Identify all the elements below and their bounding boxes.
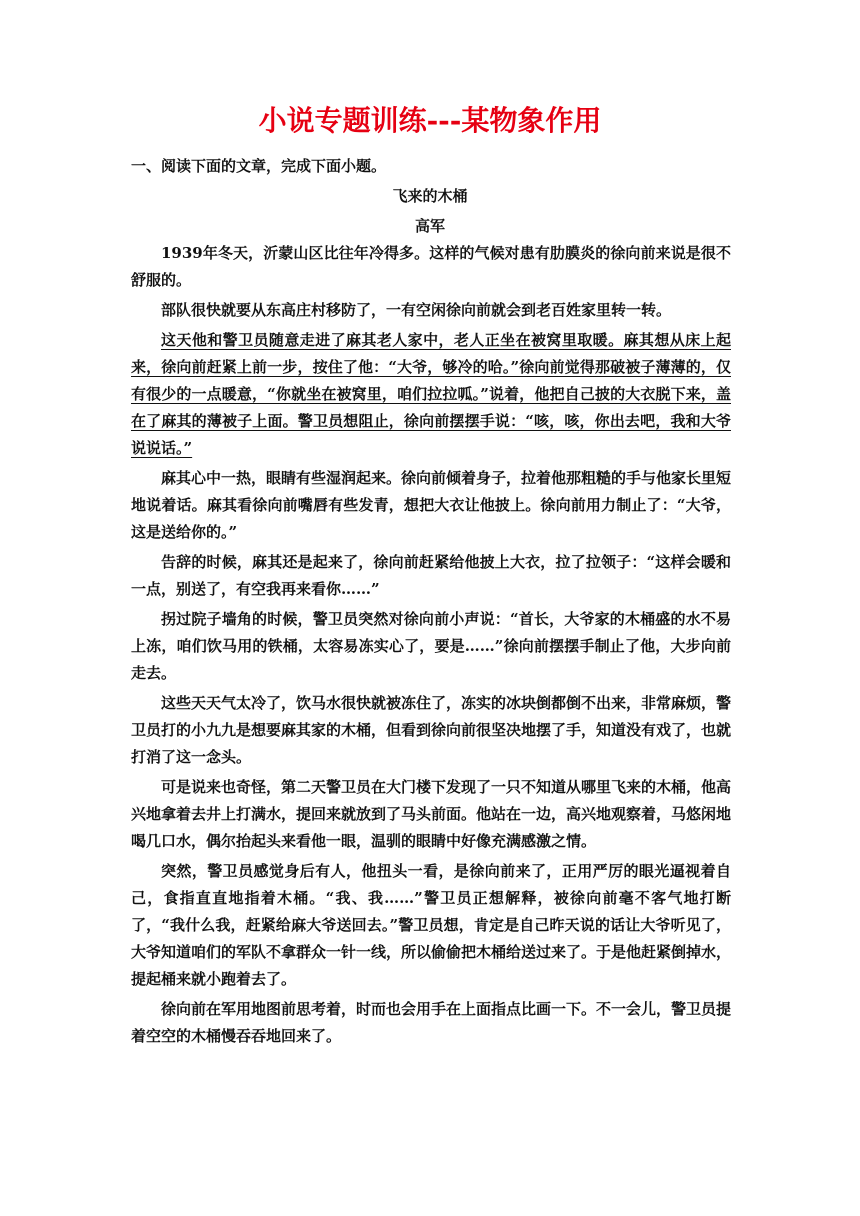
paragraph-10: 徐向前在军用地图前思考着，时而也会用手在上面指点比画一下。不一会儿，警卫员提着空空的木桶慢吞吞地回来了。: [131, 1000, 732, 1045]
paragraph-1: 1939年冬天，沂蒙山区比往年冷得多。这样的气候对患有肋膜炎的徐向前来说是很不舒服的。: [131, 244, 731, 289]
paragraph-3-underlined: 这天他和警卫员随意走进了麻其老人家中，老人正坐在被窝里取暖。麻其想从床上起来，徐向前赶紧上前一步，按住了他：“大爷，够冷的哈。”徐向前觉得那破被子薄薄的，仅有很少的一点暖意，“你就坐在被窝里，咱们拉拉呱。”说着，他把自己披的大衣脱下来，盖在了麻其的薄被子上面。警卫员想阻止，徐向前摆摆手说：“咳，咳，你出去吧，我和大爷说说话。”: [131, 331, 731, 457]
paragraph-7: 这些天天气太冷了，饮马水很快就被冻住了，冻实的冰块倒都倒不出来，非常麻烦，警卫员打的小九九是想要麻其家的木桶，但看到徐向前很坚决地摆了手，知道没有戏了，也就打消了这一念头。: [131, 694, 732, 766]
story-author: 高军: [414, 217, 445, 235]
paragraph-9: 突然，警卫员感觉身后有人，他扭头一看，是徐向前来了，正用严厉的眼光逼视着自己，食指直直地指着木桶。“我、我……”警卫员正想解释，被徐向前毫不客气地打断了，“我什么我，赶紧给麻大爷送回去。”警卫员想，肯定是自己昨天说的话让大爷听见了，大爷知道咱们的军队不拿群众一针一线，所以偷偷把木桶给送过来了。于是他赶紧倒掉水，提起桶来就小跑着去了。: [131, 862, 732, 988]
paragraph-8: 可是说来也奇怪，第二天警卫员在大门楼下发现了一只不知道从哪里飞来的木桶，他高兴地拿着去井上打满水，提回来就放到了马头前面。他站在一边，高兴地观察着，马悠闲地喝几口水，偶尔抬起头来看他一眼，温驯的眼睛中好像充满感激之情。: [131, 778, 732, 850]
document-title: 小说专题训练---某物象作用: [258, 104, 602, 137]
story-body: [131, 240, 731, 1053]
paragraph-6: 拐过院子墙角的时候，警卫员突然对徐向前小声说：“首长，大爷家的木桶盛的水不易上冻，咱们饮马用的铁桶，太容易冻实心了，要是……”徐向前摆摆手制止了他，大步向前走去。: [131, 610, 731, 682]
story-title: 飞来的木桶: [392, 187, 468, 205]
paragraph-4: 麻其心中一热，眼睛有些湿润起来。徐向前倾着身子，拉着他那粗糙的手与他家长里短地说着话。麻其看徐向前嘴唇有些发青，想把大衣让他披上。徐向前用力制止了：“大爷，这是送给你的。”: [131, 469, 732, 541]
paragraph-5: 告辞的时候，麻其还是起来了，徐向前赶紧给他披上大衣，拉了拉领子：“这样会暖和一点，别送了，有空我再来看你……”: [131, 553, 731, 598]
paragraph-2: 部队很快就要从东高庄村移防了，一有空闲徐向前就会到老百姓家里转一转。: [161, 301, 672, 319]
question-instruction: 一、阅读下面的文章，完成下面小题。: [131, 157, 387, 175]
